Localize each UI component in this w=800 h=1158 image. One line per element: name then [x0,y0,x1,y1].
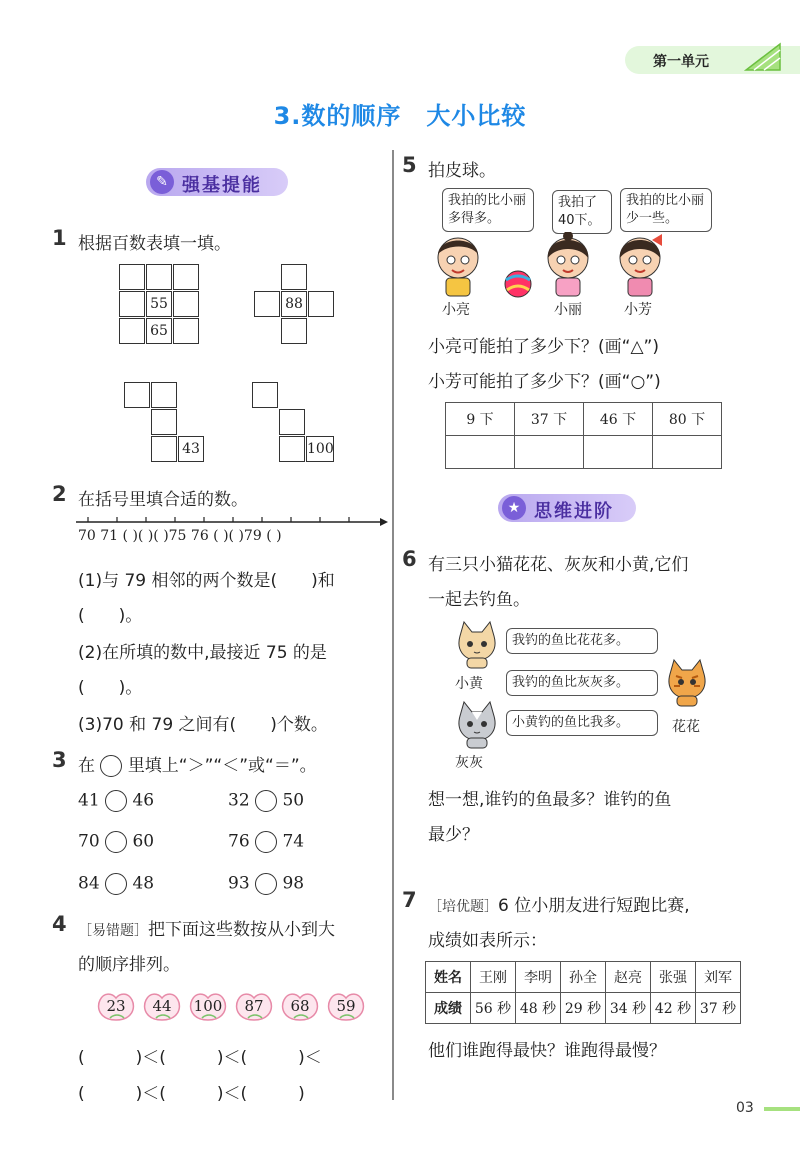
question-number-1: 1 [52,226,67,250]
question-4-text [78,915,335,940]
compare-circle-icon [100,755,122,777]
peach-number [324,990,368,1022]
grid-cell [151,409,177,435]
q7-text-1: 6 位小朋友进行短跑比赛, [498,896,690,916]
q2-line-1b: ( )。 [78,606,143,626]
question-3-text [78,751,317,777]
q6-ask-2: 最少？ [428,825,479,845]
grid-cell: 100 [306,436,334,462]
question-number-5: 5 [402,153,417,177]
answer-cell[interactable] [446,436,515,469]
grid-cell [151,436,177,462]
compare-left: 70 [78,831,100,852]
order-row-2: ( )＜( )＜( ) [78,1084,305,1104]
compare-right: 60 [132,831,155,852]
row-cell: 42 秒 [651,993,696,1024]
speech-bubble: 我拍的比小丽少一些。 [620,188,712,232]
row-cell: 34 秒 [606,993,651,1024]
children-illustration [430,232,700,302]
option-cell: 37 下 [515,403,584,436]
grid-cell [151,382,177,408]
grid-cell: 88 [281,291,307,317]
section-advanced-label: 思维进阶 [534,501,614,522]
compare-right: 74 [282,831,305,852]
question-number-4: 4 [52,912,67,936]
peach-value: 59 [336,997,356,1015]
speech-bubble: 我拍的比小丽多得多。 [442,188,534,232]
option-cell: 80 下 [653,403,722,436]
compare-left: 32 [228,790,250,811]
compare-circle[interactable] [255,831,277,853]
question-6-text-2: 一起去钓鱼。 [428,590,530,610]
grid-cell [119,318,145,344]
child-name: 小亮 [442,302,470,318]
compare-left: 93 [228,873,250,894]
compare-right: 50 [282,790,305,811]
compare-item [228,831,304,853]
page-title: 3.数的顺序 大小比较 [273,102,527,130]
answer-cell[interactable] [653,436,722,469]
compare-item [78,831,154,853]
grid-cell [173,291,199,317]
grid-cell [281,264,307,290]
order-row-1: ( )＜( )＜( )＜ [78,1048,322,1068]
ball-icon [505,271,531,297]
q7-ask: 他们谁跑得最快？谁跑得最慢？ [428,1041,666,1061]
speech-bubble: 小黄钓的鱼比我多。 [506,710,658,736]
grid-cell [279,409,305,435]
compare-item [78,873,154,895]
compare-circle[interactable] [105,831,127,853]
unit-tab [625,46,800,74]
answer-cell[interactable] [515,436,584,469]
question-1-text: 根据百数表填一填。 [78,234,231,254]
cat-icon [452,700,502,750]
page-number: 03 [736,1100,754,1116]
child-name: 小丽 [554,302,582,318]
header-cell: 李明 [516,962,561,993]
column-divider [392,150,394,1100]
q3-post: 里填上“＞”“＜”或“＝”。 [127,756,317,776]
q5-ask-1: 小亮可能拍了多少下？(画“△”) [428,337,659,357]
header-cell: 王刚 [471,962,516,993]
q2-line-3: (3)70 和 79 之间有( )个数。 [78,715,328,735]
peach-number [186,990,230,1022]
q2-line-1a: (1)与 79 相邻的两个数是( )和 [78,571,335,591]
option-cell: 46 下 [584,403,653,436]
header-cell: 张强 [651,962,696,993]
girl-icon [620,234,662,296]
boy-icon [438,238,478,296]
cat-name: 灰灰 [455,755,483,771]
section-badge-advanced [498,494,636,522]
question-number-6: 6 [402,547,417,571]
peach-value: 68 [290,997,310,1015]
grid-cell [173,264,199,290]
number-line-labels: 70 71 ( )( )( )75 76 ( )( )79 ( ) [78,528,282,544]
grid-cell: 65 [146,318,172,344]
compare-left: 84 [78,873,100,894]
cat-name: 花花 [672,719,700,735]
tag-error-prone: ［易错题］ [78,923,148,939]
compare-item [228,873,304,895]
question-5-text: 拍皮球。 [428,161,496,181]
option-cell: 9 下 [446,403,515,436]
row-cell: 56 秒 [471,993,516,1024]
peach-value: 100 [193,997,223,1015]
grid-cell [254,291,280,317]
answer-cell[interactable] [584,436,653,469]
answer-options-table [445,402,722,469]
grid-cell [281,318,307,344]
row-cell: 37 秒 [696,993,741,1024]
race-results-table [425,961,741,1024]
q4-text-1: 把下面这些数按从小到大 [148,920,335,940]
grid-cell: 43 [178,436,204,462]
grid-cell [119,291,145,317]
question-2-text: 在括号里填合适的数。 [78,490,248,510]
table-row [426,962,741,993]
peach-value: 44 [152,997,172,1015]
question-7-text [428,891,690,916]
question-6-text-1: 有三只小猫花花、灰灰和小黄,它们 [428,555,689,575]
q3-pre: 在 [78,756,95,776]
grid-cell [252,382,278,408]
header-cell: 姓名 [426,962,471,993]
cat-name: 小黄 [455,676,483,692]
question-number-7: 7 [402,888,417,912]
header-cell: 刘军 [696,962,741,993]
number-line [74,512,390,526]
peach-number [94,990,138,1022]
row-cell: 成绩 [426,993,471,1024]
medal-icon: ★ [502,496,526,520]
peach-value: 23 [106,997,126,1015]
girl-icon [548,232,588,296]
grid-cell [308,291,334,317]
compare-circle[interactable] [105,873,127,895]
question-number-3: 3 [52,748,67,772]
question-4-text-2: 的顺序排列。 [78,955,180,975]
tag-advanced: ［培优题］ [428,899,498,915]
peach-number [278,990,322,1022]
ruler-triangle-icon [744,42,782,72]
section-basic-label: 强基提能 [182,175,262,196]
grid-cell: 55 [146,291,172,317]
grid-cell [124,382,150,408]
compare-item [228,790,304,812]
pencil-icon: ✎ [150,170,174,194]
compare-left: 41 [78,790,100,811]
cat-icon [452,620,502,670]
grid-cell [279,436,305,462]
speech-bubble: 我钓的鱼比灰灰多。 [506,670,658,696]
grid-cell [146,264,172,290]
peach-number [140,990,184,1022]
compare-item [78,790,154,812]
row-cell: 29 秒 [561,993,606,1024]
peach-number [232,990,276,1022]
grid-cell [119,264,145,290]
page-accent-bar [764,1107,800,1111]
q5-ask-2: 小芳可能拍了多少下？(画“○”) [428,372,661,392]
speech-bubble: 我拍了40下。 [552,190,612,234]
q2-line-2a: (2)在所填的数中,最接近 75 的是 [78,643,327,663]
speech-bubble: 我钓的鱼比花花多。 [506,628,658,654]
q2-line-2b: ( )。 [78,678,143,698]
unit-label: 第一单元 [653,54,709,70]
peach-value: 87 [244,997,264,1015]
section-badge-basic [146,168,288,196]
compare-circle[interactable] [255,790,277,812]
question-7-text-2: 成绩如表所示： [428,931,547,951]
row-cell: 48 秒 [516,993,561,1024]
header-cell: 孙全 [561,962,606,993]
compare-right: 98 [282,873,305,894]
q6-ask-1: 想一想,谁钓的鱼最多？谁钓的鱼 [428,790,672,810]
grid-cell [173,318,199,344]
cat-icon [664,658,710,708]
compare-circle[interactable] [105,790,127,812]
child-name: 小芳 [624,302,652,318]
compare-right: 46 [132,790,155,811]
table-row [426,993,741,1024]
compare-left: 76 [228,831,250,852]
question-number-2: 2 [52,482,67,506]
header-cell: 赵亮 [606,962,651,993]
compare-circle[interactable] [255,873,277,895]
compare-right: 48 [132,873,155,894]
